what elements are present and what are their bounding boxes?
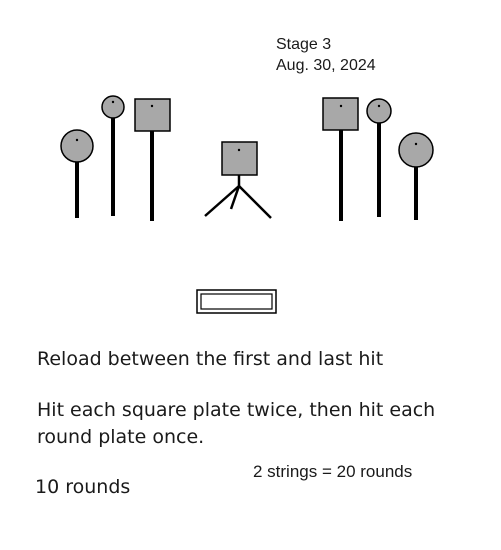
square-plate-right [323,98,358,221]
instruction-hit-line-1: Hit each square plate twice, then hit each [37,399,436,421]
strings-total: 2 strings = 20 rounds [253,462,413,481]
round-count: 10 rounds [35,476,131,498]
round-plate-right-low [399,133,433,220]
shooting-box [197,290,276,313]
stage-date: Aug. 30, 2024 [276,57,376,74]
round-plate-left-high [102,96,124,216]
round-plate-right-high [367,99,391,217]
square-plate-center-tripod [205,142,271,218]
square-plate-left [135,99,170,221]
instruction-reload: Reload between the first and last hit [37,348,384,370]
round-plate-left-low [61,130,93,218]
instruction-hit-line-2: round plate once. [37,426,205,448]
stage-label: Stage 3 [276,36,332,53]
